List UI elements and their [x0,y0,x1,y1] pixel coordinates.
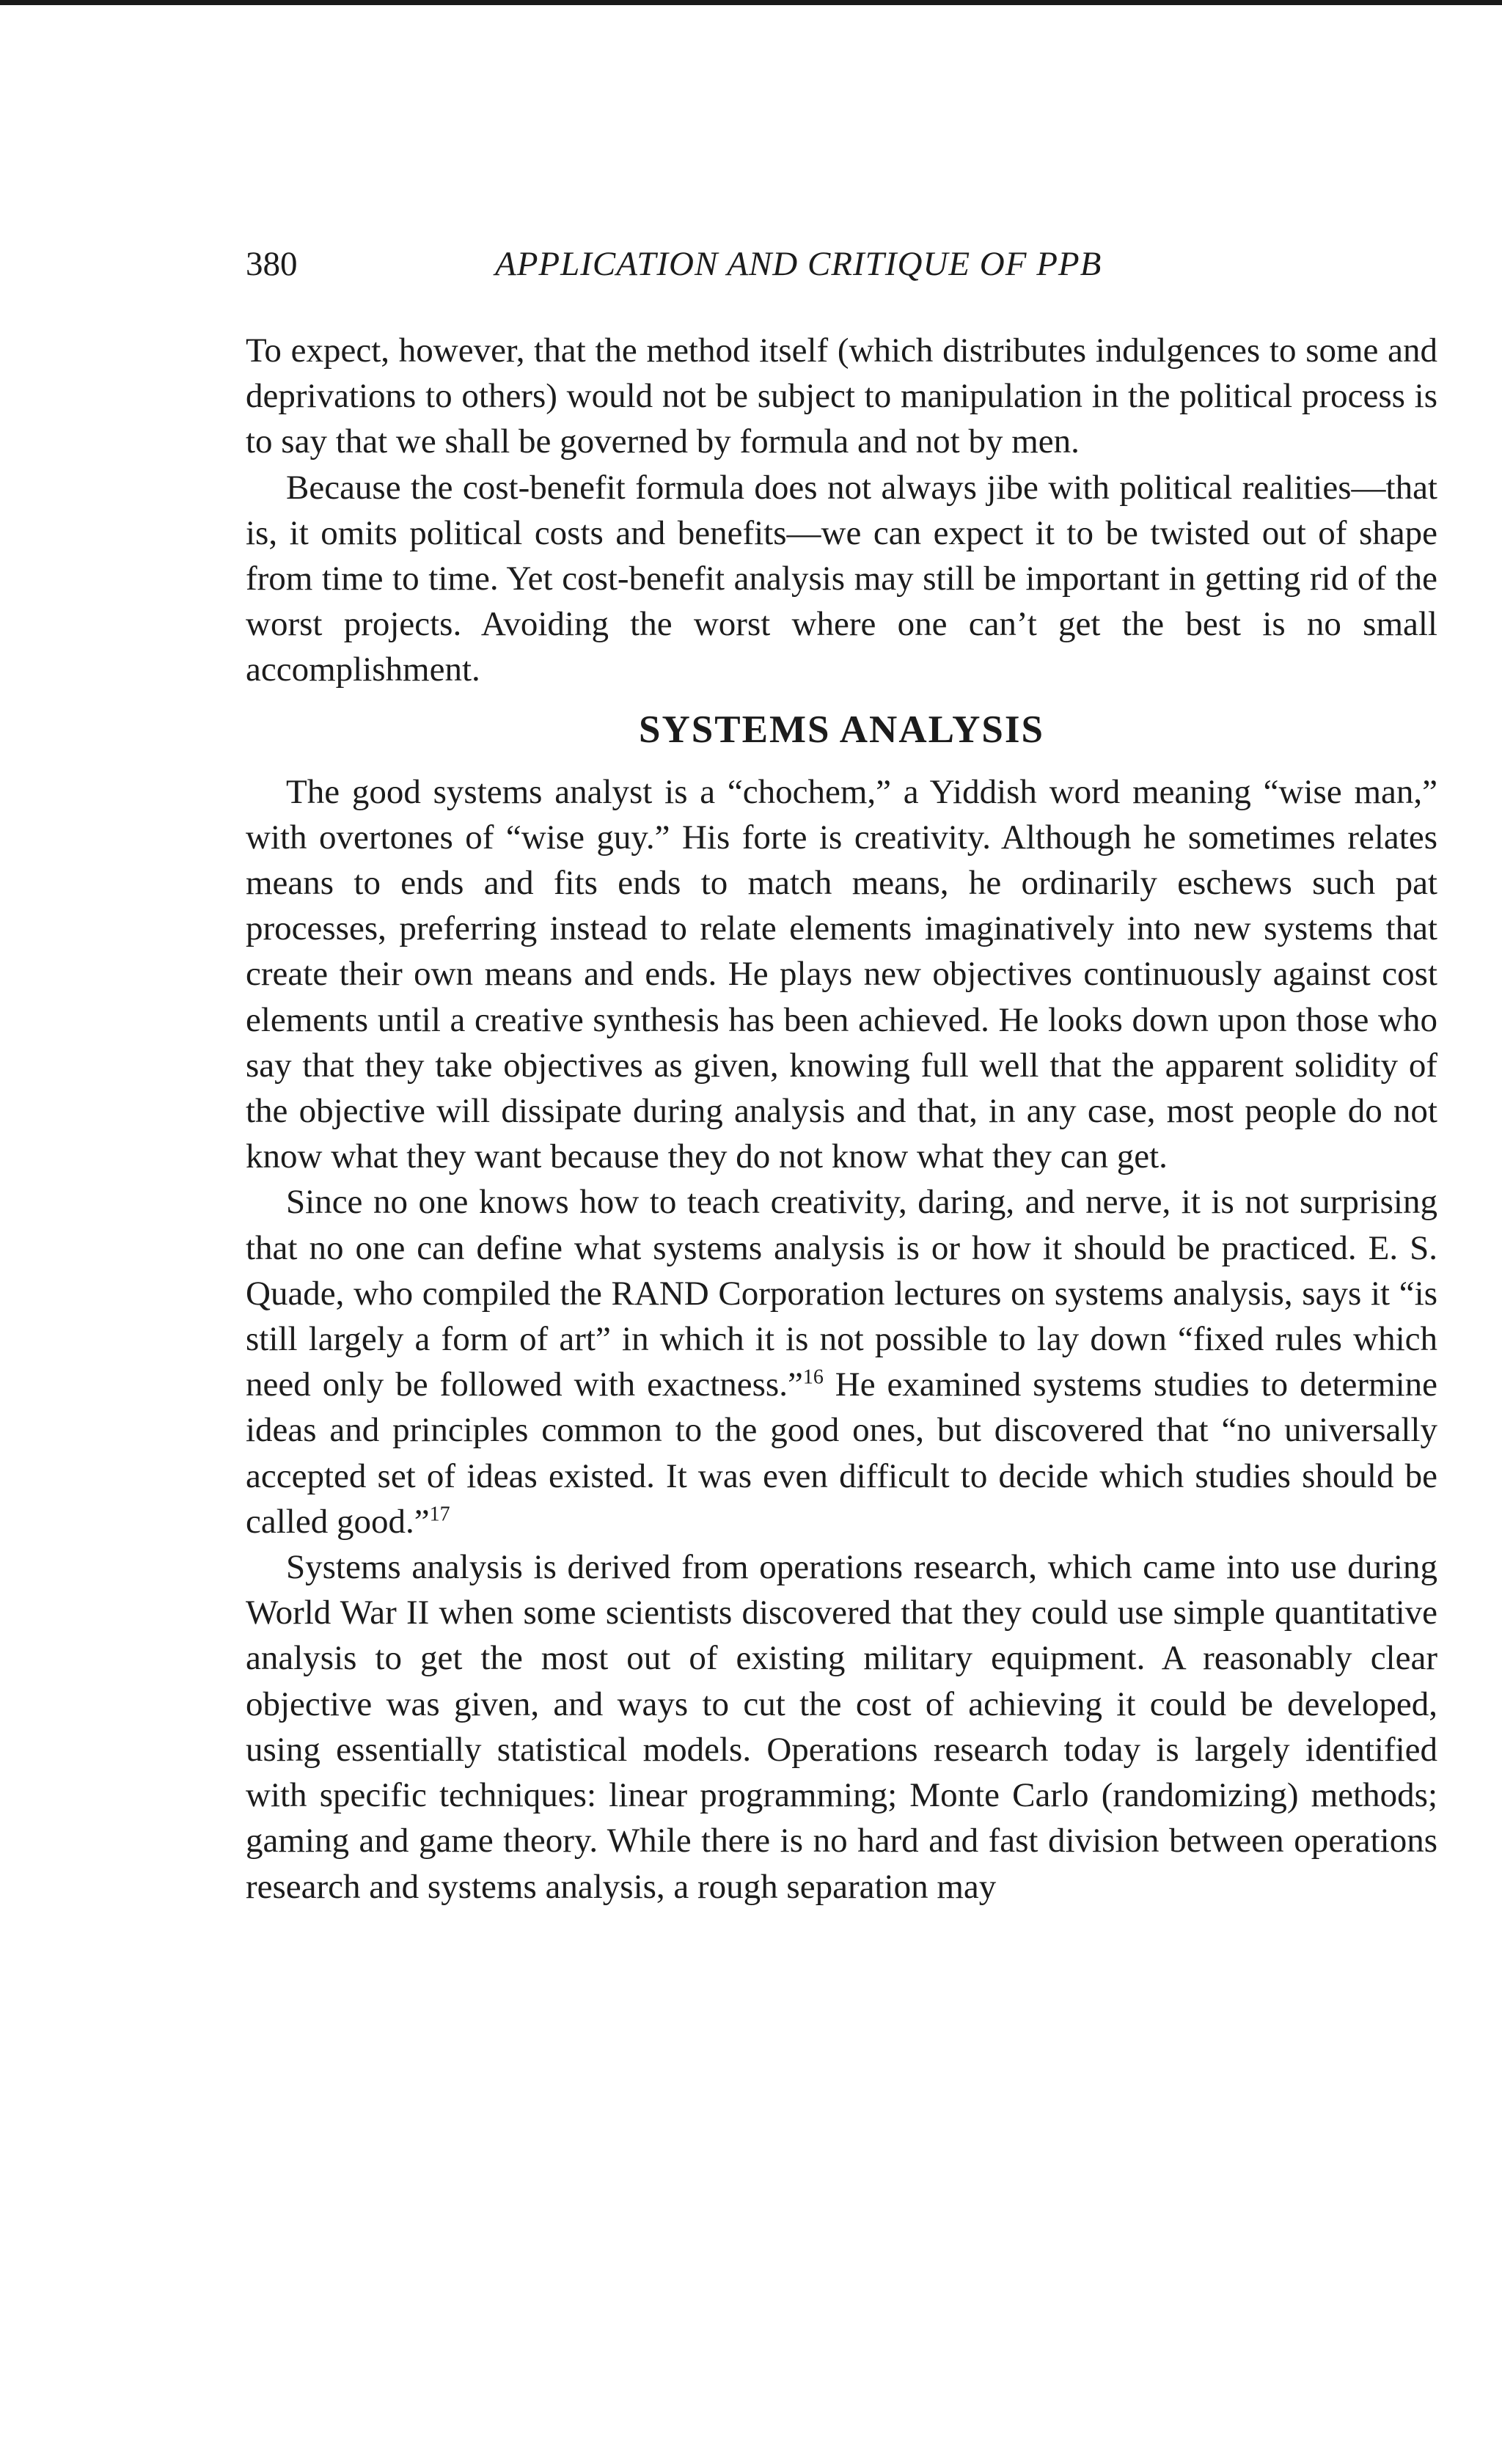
paragraph-operations-research: Systems analysis is derived from operations research, which came into use during World War II when some scientists discovered that they could use simple quantitative analysis to get the most out of existing military equipment. A reasonably clear objective was given, and ways to cut the cost of achieving it could be developed, using essentially statistical models. Operations research today is largely identified with specific techniques: linear programming; Monte Carlo (randomizing) methods; gaming and game theory. While there is no hard and fast division between operations research and systems analysis, a rough separation may [246,1548,1437,1906]
footnote-ref-17: 17 [429,1503,450,1526]
top-border-rule [0,0,1502,5]
paragraph-manipulation: To expect, however, that the method itself (which distributes indulgences to some and deprivations to others) would not be subject to manipulation in the political process is to say that we shall be governed by formula and not by men. [246,331,1437,461]
running-title: APPLICATION AND CRITIQUE OF PPB [495,245,1102,283]
footnote-ref-16: 16 [802,1365,824,1389]
book-page [246,242,1437,1910]
paragraph-creativity-text-b: He examined systems studies to determine ideas and principles common to the good ones, but discovered that “no universally accepted set of ideas existed. It was even difficult to decide which studies should be called good.” [246,1365,1437,1541]
running-head [246,242,1437,287]
section-heading: SYSTEMS ANALYSIS [639,708,1044,751]
page-number: 380 [246,245,298,283]
paragraph-creativity-text-a: Since no one knows how to teach creativity, daring, and nerve, it is not surprising that no one can define what systems analysis is or how it should be practiced. E. S. Quade, who compiled the RAND Corporation lectures on systems analysis, says it “is still largely a form of art” in which it is not possible to lay down “fixed rules which need only be followed with exactness.” [246,1183,1437,1404]
paragraph-systems-analyst: The good systems analyst is a “chochem,” a Yiddish word meaning “wise man,” with overtones of “wise guy.” His forte is creativity. Although he sometimes relates means to ends and fits ends to match means, he ordinarily eschews such pat processes, preferring instead to relate elements imaginatively into new systems that create their own means and ends. He plays new objectives continuously against cost elements until a creative synthesis has been achieved. He looks down upon those who say that they take objectives as given, knowing full well that the apparent solidity of the objective will dissipate during analysis and that, in any case, most people do not know what they want because they do not know what they can get. [246,772,1437,1176]
paragraph-cost-benefit: Because the cost-benefit formula does not always jibe with political realities—that is, it omits political costs and benefits—we can expect it to be twisted out of shape from time to time. Yet cost-benefit analysis may still be important in getting rid of the worst projects. Avoiding the worst where one can’t get the best is no small accomplishment. [246,468,1437,689]
paragraph-creativity [246,1179,1437,1544]
body-text [246,328,1437,1910]
